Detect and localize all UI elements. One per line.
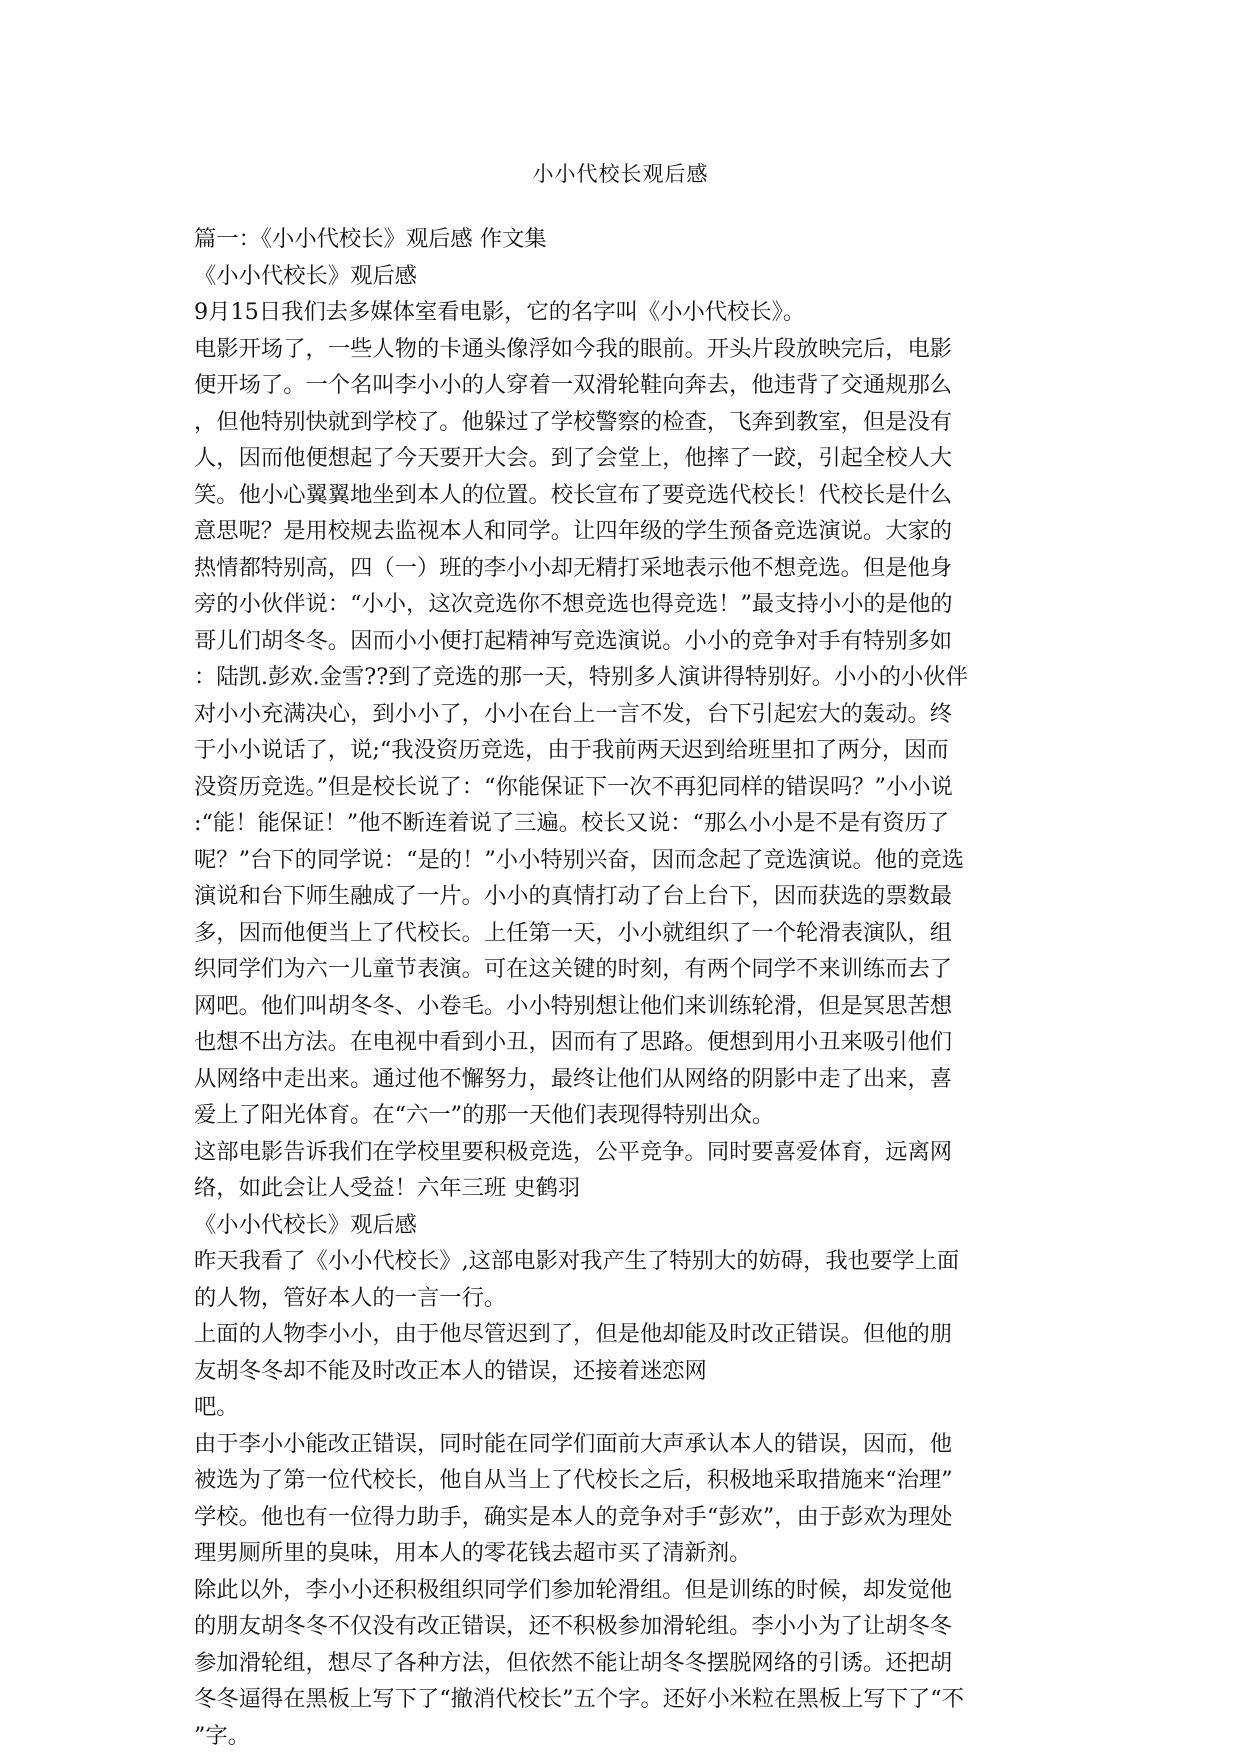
text-line: 演说和台下师生融成了一片。小小的真情打动了台上台下，因而获选的票数最 xyxy=(194,883,953,909)
text-line: 《小小代校长》观后感 xyxy=(194,1211,417,1238)
text-line: 冬冬逼得在黑板上写下了“撤消代校长”五个字。还好小米粒在黑板上写下了“不 xyxy=(194,1686,964,1712)
document-body xyxy=(194,221,1064,1754)
text-line: 热情都特别高，四（一）班的李小小却无精打采地表示他不想竞选。但是他身 xyxy=(194,554,953,581)
text-line: 笑。他小心翼翼地坐到本人的位置。校长宣布了要竞选代校长！代校长是什么 xyxy=(194,481,953,508)
text-line: 哥儿们胡冬冬。因而小小便打起精神写竞选演说。小小的竞争对手有特别多如 xyxy=(194,627,953,654)
text-line: 从网络中走出来。通过他不懈努力，最终让他们从网络的阴影中走了出来，喜 xyxy=(194,1065,953,1092)
text-line: 这部电影告诉我们在学校里要积极竞选，公平竞争。同时要喜爱体育，远离网 xyxy=(194,1138,953,1165)
text-line: 爱上了阳光体育。在“六一”的那一天他们表现得特别出众。 xyxy=(194,1102,775,1128)
text-line: 除此以外，李小小还积极组织同学们参加轮滑组。但是训练的时候，却发觉他 xyxy=(194,1576,953,1603)
text-line: 络，如此会让人受益！六年三班 史鹤羽 xyxy=(194,1175,581,1201)
text-line: 被选为了第一位代校长，他自从当上了代校长之后，积极地采取措施来“治理” xyxy=(194,1467,953,1493)
text-line: ”字。 xyxy=(194,1722,250,1749)
text-line: 呢？”台下的同学说：“是的！”小小特别兴奋，因而念起了竞选演说。他的竞选 xyxy=(194,846,964,873)
text-line: ：陆凯.彭欢.金雪??到了竞选的那一天，特别多人演讲得特别好。小小的小伙伴 xyxy=(194,664,968,690)
text-line: 人，因而他便想起了今天要开大会。到了会堂上，他摔了一跤，引起全校人大 xyxy=(194,445,953,471)
text-line: 学校。他也有一位得力助手，确实是本人的竞争对手“彭欢”，由于彭欢为理处 xyxy=(194,1503,953,1530)
text-line: 旁的小伙伴说：“小小，这次竞选你不想竞选也得竞选！”最支持小小的是他的 xyxy=(194,591,953,617)
text-line: :“能！能保证！”他不断连着说了三遍。校长又说：“那么小小是不是有资历了 xyxy=(194,810,950,836)
text-line: 对小小充满决心，到小小了，小小在台上一言不发，台下引起宏大的轰动。终 xyxy=(194,700,953,727)
text-line: 没资历竞选。”但是校长说了：“你能保证下一次不再犯同样的错误吗？”小小说 xyxy=(194,773,953,800)
text-line: 织同学们为六一儿童节表演。可在这关键的时刻，有两个同学不来训练而去了 xyxy=(194,956,953,982)
text-line: 9月15日我们去多媒体室看电影，它的名字叫《小小代校长》。 xyxy=(194,299,806,325)
text-line: 意思呢？是用校规去监视本人和同学。让四年级的学生预备竞选演说。大家的 xyxy=(194,518,953,544)
text-line: 网吧。他们叫胡冬冬、小卷毛。小小特别想让他们来训练轮滑，但是冥思苦想 xyxy=(194,992,953,1019)
text-line: 多，因而他便当上了代校长。上任第一天，小小就组织了一个轮滑表演队，组 xyxy=(194,919,953,946)
text-line: 昨天我看了《小小代校长》,这部电影对我产生了特别大的妨碍，我也要学上面 xyxy=(194,1248,960,1274)
text-line: 友胡冬冬却不能及时改正本人的错误，还接着迷恋网 xyxy=(194,1357,707,1384)
text-line: 吧。 xyxy=(194,1394,239,1420)
text-line: 理男厕所里的臭味，用本人的零花钱去超市买了清新剂。 xyxy=(194,1540,752,1566)
text-line: 参加滑轮组，想尽了各种方法，但依然不能让胡冬冬摆脱网络的引诱。还把胡 xyxy=(194,1649,953,1676)
text-line: 电影开场了，一些人物的卡通头像浮如今我的眼前。开头片段放映完后，电影 xyxy=(194,335,953,362)
text-line: 篇一：《小小代校长》观后感 作文集 xyxy=(194,226,547,252)
text-line: 便开场了。一个名叫李小小的人穿着一双滑轮鞋向奔去，他违背了交通规那么 xyxy=(194,372,953,398)
text-line: 上面的人物李小小，由于他尽管迟到了，但是他却能及时改正错误。但他的朋 xyxy=(194,1321,953,1347)
text-line: 《小小代校长》观后感 xyxy=(194,262,417,289)
document-title: 小小代校长观后感 xyxy=(532,162,709,186)
text-line: 于小小说话了，说;“我没资历竞选，由于我前两天迟到给班里扣了两分，因而 xyxy=(194,737,949,763)
text-line: ，但他特别快就到学校了。他躲过了学校警察的检查，飞奔到教室，但是没有 xyxy=(194,408,953,435)
text-line: 也想不出方法。在电视中看到小丑，因而有了思路。便想到用小丑来吸引他们 xyxy=(194,1029,953,1055)
text-line: 的人物，管好本人的一言一行。 xyxy=(194,1284,507,1311)
text-line: 由于李小小能改正错误，同时能在同学们面前大声承认本人的错误，因而，他 xyxy=(194,1430,953,1457)
text-line: 的朋友胡冬冬不仅没有改正错误，还不积极参加滑轮组。李小小为了让胡冬冬 xyxy=(194,1613,953,1639)
